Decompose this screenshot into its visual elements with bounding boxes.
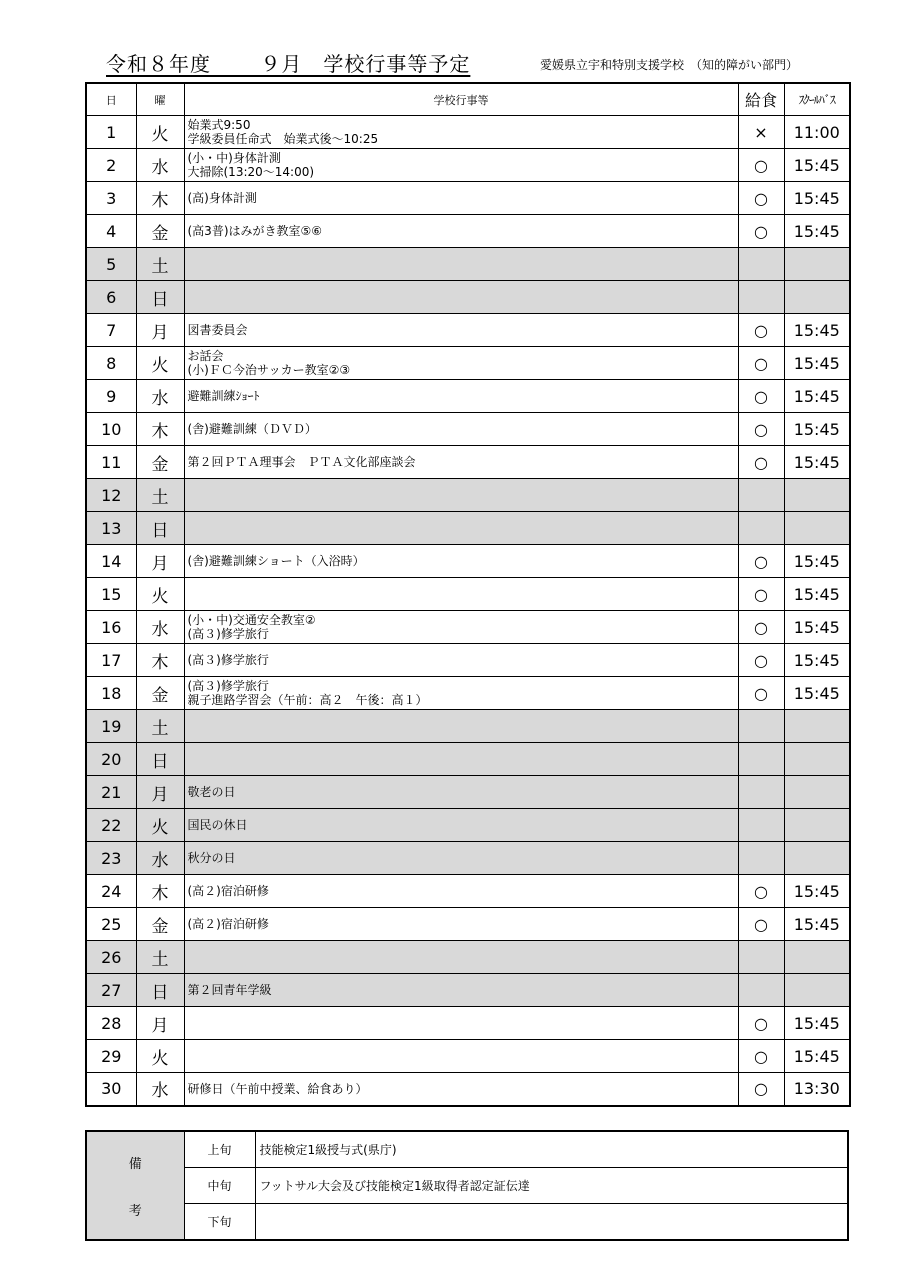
bus-time-cell: 15:45 [784,413,850,446]
bus-time-cell: 15:45 [784,182,850,215]
weekday-cell: 日 [136,281,184,314]
col-weekday-header: 曜 [136,83,184,116]
events-cell [184,1073,738,1106]
day-cell: 26 [86,941,136,974]
schedule-row [86,875,850,908]
event-line: 第２回青年学級 [187,983,272,997]
schedule-row [86,1040,850,1073]
notes-label-bottom: 考 [128,1203,142,1219]
schedule-row [86,908,850,941]
notes-label [86,1131,184,1240]
notes-text [255,1204,848,1241]
bus-time-cell: 15:45 [784,347,850,380]
schedule-row [86,149,850,182]
day-cell: 15 [86,578,136,611]
events-cell [184,248,738,281]
day-cell: 16 [86,611,136,644]
lunch-cell [738,710,784,743]
bus-time-cell: 15:45 [784,1007,850,1040]
lunch-cell: ○ [738,611,784,644]
schedule-row [86,512,850,545]
lunch-cell [738,512,784,545]
col-day-header: 日 [86,83,136,116]
events-cell [184,743,738,776]
event-line: 避難訓練ｼｮｰﾄ [187,389,260,403]
events-cell [184,1040,738,1073]
event-line: (高３)修学旅行 [187,627,269,641]
weekday-cell: 土 [136,479,184,512]
schedule-row [86,941,850,974]
weekday-cell: 月 [136,776,184,809]
day-cell: 25 [86,908,136,941]
event-line: (高３)修学旅行 [187,679,269,693]
events-cell [184,149,738,182]
day-cell: 20 [86,743,136,776]
events-cell [184,479,738,512]
weekday-cell: 金 [136,215,184,248]
bus-time-cell [784,512,850,545]
page-title: 令和８年度 ９月 学校行事等予定 [106,52,471,76]
day-cell: 17 [86,644,136,677]
event-line: お話会 [187,349,224,363]
day-cell: 27 [86,974,136,1007]
event-line: (小・中)交通安全教室② [187,613,316,627]
day-cell: 5 [86,248,136,281]
weekday-cell: 水 [136,1073,184,1106]
schedule-row [86,182,850,215]
weekday-cell: 土 [136,248,184,281]
day-cell: 9 [86,380,136,413]
events-cell [184,941,738,974]
weekday-cell: 水 [136,149,184,182]
schedule-row [86,842,850,875]
weekday-cell: 水 [136,842,184,875]
weekday-cell: 火 [136,1040,184,1073]
event-line: 敬老の日 [187,785,236,799]
day-cell: 19 [86,710,136,743]
weekday-cell: 日 [136,743,184,776]
lunch-cell: ○ [738,413,784,446]
lunch-cell [738,974,784,1007]
col-events-header: 学校行事等 [184,83,738,116]
day-cell: 22 [86,809,136,842]
weekday-cell: 火 [136,809,184,842]
page-header [0,48,906,78]
events-cell [184,809,738,842]
col-bus-header: ｽｸｰﾙﾊﾞｽ [784,83,850,116]
event-line: 秋分の日 [187,851,236,865]
events-cell [184,380,738,413]
day-cell: 4 [86,215,136,248]
events-cell [184,281,738,314]
event-line: (舎)避難訓練ショート（入浴時） [187,554,365,568]
event-line: (小)ＦＣ今治サッカー教室②③ [187,363,351,377]
bus-time-cell [784,776,850,809]
lunch-cell: ○ [738,347,784,380]
schedule-header-row [86,83,850,116]
notes-row [86,1204,848,1241]
weekday-cell: 月 [136,314,184,347]
event-line: 親子進路学習会（午前：高２ 午後：高１） [187,693,428,707]
events-cell [184,446,738,479]
event-line: (小・中)身体計測 [187,151,281,165]
lunch-cell [738,809,784,842]
bus-time-cell [784,743,850,776]
weekday-cell: 木 [136,644,184,677]
bus-time-cell [784,809,850,842]
bus-time-cell: 15:45 [784,1040,850,1073]
event-line: 第２回ＰＴＡ理事会 ＰＴＡ文化部座談会 [187,455,416,469]
lunch-cell: × [738,116,784,149]
event-line: (高)身体計測 [187,191,257,205]
events-cell [184,974,738,1007]
lunch-cell: ○ [738,380,784,413]
schedule-row [86,545,850,578]
events-cell [184,1007,738,1040]
bus-time-cell [784,842,850,875]
bus-time-cell: 15:45 [784,149,850,182]
weekday-cell: 月 [136,545,184,578]
schedule-row [86,446,850,479]
schedule-row [86,248,850,281]
event-line: 始業式9:50 [187,118,251,132]
weekday-cell: 日 [136,512,184,545]
event-line: 学級委員任命式 始業式後～10:25 [187,132,379,146]
bus-time-cell: 15:45 [784,215,850,248]
schedule-row [86,281,850,314]
weekday-cell: 火 [136,347,184,380]
lunch-cell [738,281,784,314]
schedule-row [86,743,850,776]
weekday-cell: 木 [136,182,184,215]
lunch-cell: ○ [738,446,784,479]
events-cell [184,875,738,908]
events-cell [184,314,738,347]
schedule-row [86,578,850,611]
day-cell: 12 [86,479,136,512]
day-cell: 1 [86,116,136,149]
events-cell [184,512,738,545]
day-cell: 29 [86,1040,136,1073]
lunch-cell: ○ [738,545,784,578]
bus-time-cell: 15:45 [784,314,850,347]
lunch-cell: ○ [738,314,784,347]
notes-row [86,1168,848,1204]
schedule-row [86,347,850,380]
lunch-cell: ○ [738,149,784,182]
weekday-cell: 土 [136,941,184,974]
schedule-row [86,314,850,347]
day-cell: 2 [86,149,136,182]
lunch-cell: ○ [738,1007,784,1040]
notes-text: 技能検定1級授与式(県庁) [255,1131,848,1168]
lunch-cell [738,776,784,809]
events-cell [184,611,738,644]
weekday-cell: 火 [136,116,184,149]
bus-time-cell: 11:00 [784,116,850,149]
day-cell: 14 [86,545,136,578]
schedule-row [86,1073,850,1106]
schedule-row [86,380,850,413]
school-name: 愛媛県立宇和特別支援学校 （知的障がい部門） [540,58,799,72]
lunch-cell: ○ [738,908,784,941]
day-cell: 10 [86,413,136,446]
events-cell [184,908,738,941]
events-cell [184,215,738,248]
bus-time-cell: 15:45 [784,644,850,677]
event-line: 大掃除(13:20～14:00) [187,165,315,179]
schedule-row [86,1007,850,1040]
schedule-row [86,644,850,677]
day-cell: 30 [86,1073,136,1106]
bus-time-cell [784,281,850,314]
bus-time-cell [784,941,850,974]
events-cell [184,776,738,809]
notes-row [86,1131,848,1168]
day-cell: 8 [86,347,136,380]
schedule-row [86,413,850,446]
event-line: (高３)修学旅行 [187,653,269,667]
bus-time-cell [784,479,850,512]
day-cell: 6 [86,281,136,314]
notes-text: フットサル大会及び技能検定1級取得者認定証伝達 [255,1168,848,1204]
schedule-row [86,116,850,149]
events-cell [184,578,738,611]
notes-period: 中旬 [184,1168,255,1204]
lunch-cell [738,743,784,776]
lunch-cell: ○ [738,182,784,215]
weekday-cell: 水 [136,380,184,413]
bus-time-cell: 15:45 [784,446,850,479]
lunch-cell [738,842,784,875]
lunch-cell [738,248,784,281]
bus-time-cell: 13:30 [784,1073,850,1106]
event-line: 研修日（午前中授業、給食あり） [187,1081,368,1096]
schedule-row [86,677,850,710]
events-cell [184,677,738,710]
weekday-cell: 日 [136,974,184,1007]
notes-table [85,1130,849,1241]
day-cell: 28 [86,1007,136,1040]
notes-period: 下旬 [184,1204,255,1241]
lunch-cell: ○ [738,1040,784,1073]
lunch-cell: ○ [738,215,784,248]
schedule-row [86,974,850,1007]
lunch-cell [738,479,784,512]
notes-period: 上旬 [184,1131,255,1168]
bus-time-cell: 15:45 [784,380,850,413]
weekday-cell: 金 [136,677,184,710]
event-line: (高２)宿泊研修 [187,917,269,931]
weekday-cell: 火 [136,578,184,611]
day-cell: 13 [86,512,136,545]
bus-time-cell [784,248,850,281]
weekday-cell: 土 [136,710,184,743]
bus-time-cell: 15:45 [784,677,850,710]
day-cell: 24 [86,875,136,908]
lunch-cell: ○ [738,677,784,710]
lunch-cell: ○ [738,578,784,611]
bus-time-cell: 15:45 [784,611,850,644]
schedule-body [86,116,850,1106]
col-lunch-header: 給食 [738,83,784,116]
events-cell [184,710,738,743]
weekday-cell: 水 [136,611,184,644]
bus-time-cell: 15:45 [784,875,850,908]
events-cell [184,413,738,446]
weekday-cell: 月 [136,1007,184,1040]
lunch-cell [738,941,784,974]
day-cell: 7 [86,314,136,347]
lunch-cell: ○ [738,1073,784,1106]
schedule-row [86,479,850,512]
events-cell [184,347,738,380]
events-cell [184,545,738,578]
event-line: 図書委員会 [187,323,248,337]
day-cell: 3 [86,182,136,215]
events-cell [184,842,738,875]
weekday-cell: 金 [136,446,184,479]
schedule-table [85,82,851,1107]
schedule-row [86,215,850,248]
day-cell: 18 [86,677,136,710]
schedule-row [86,776,850,809]
lunch-cell: ○ [738,875,784,908]
event-line: (高２)宿泊研修 [187,884,269,898]
bus-time-cell: 15:45 [784,545,850,578]
notes-label-top: 備 [128,1156,142,1172]
day-cell: 23 [86,842,136,875]
events-cell [184,182,738,215]
bus-time-cell: 15:45 [784,578,850,611]
event-line: (舎)避難訓練（ＤＶＤ） [187,422,317,436]
bus-time-cell [784,710,850,743]
schedule-row [86,809,850,842]
day-cell: 11 [86,446,136,479]
weekday-cell: 木 [136,413,184,446]
schedule-row [86,611,850,644]
bus-time-cell: 15:45 [784,908,850,941]
day-cell: 21 [86,776,136,809]
events-cell [184,644,738,677]
weekday-cell: 金 [136,908,184,941]
event-line: (高3普)はみがき教室⑤⑥ [187,224,323,238]
bus-time-cell [784,974,850,1007]
schedule-row [86,710,850,743]
events-cell [184,116,738,149]
event-line: 国民の休日 [187,818,248,832]
weekday-cell: 木 [136,875,184,908]
lunch-cell: ○ [738,644,784,677]
